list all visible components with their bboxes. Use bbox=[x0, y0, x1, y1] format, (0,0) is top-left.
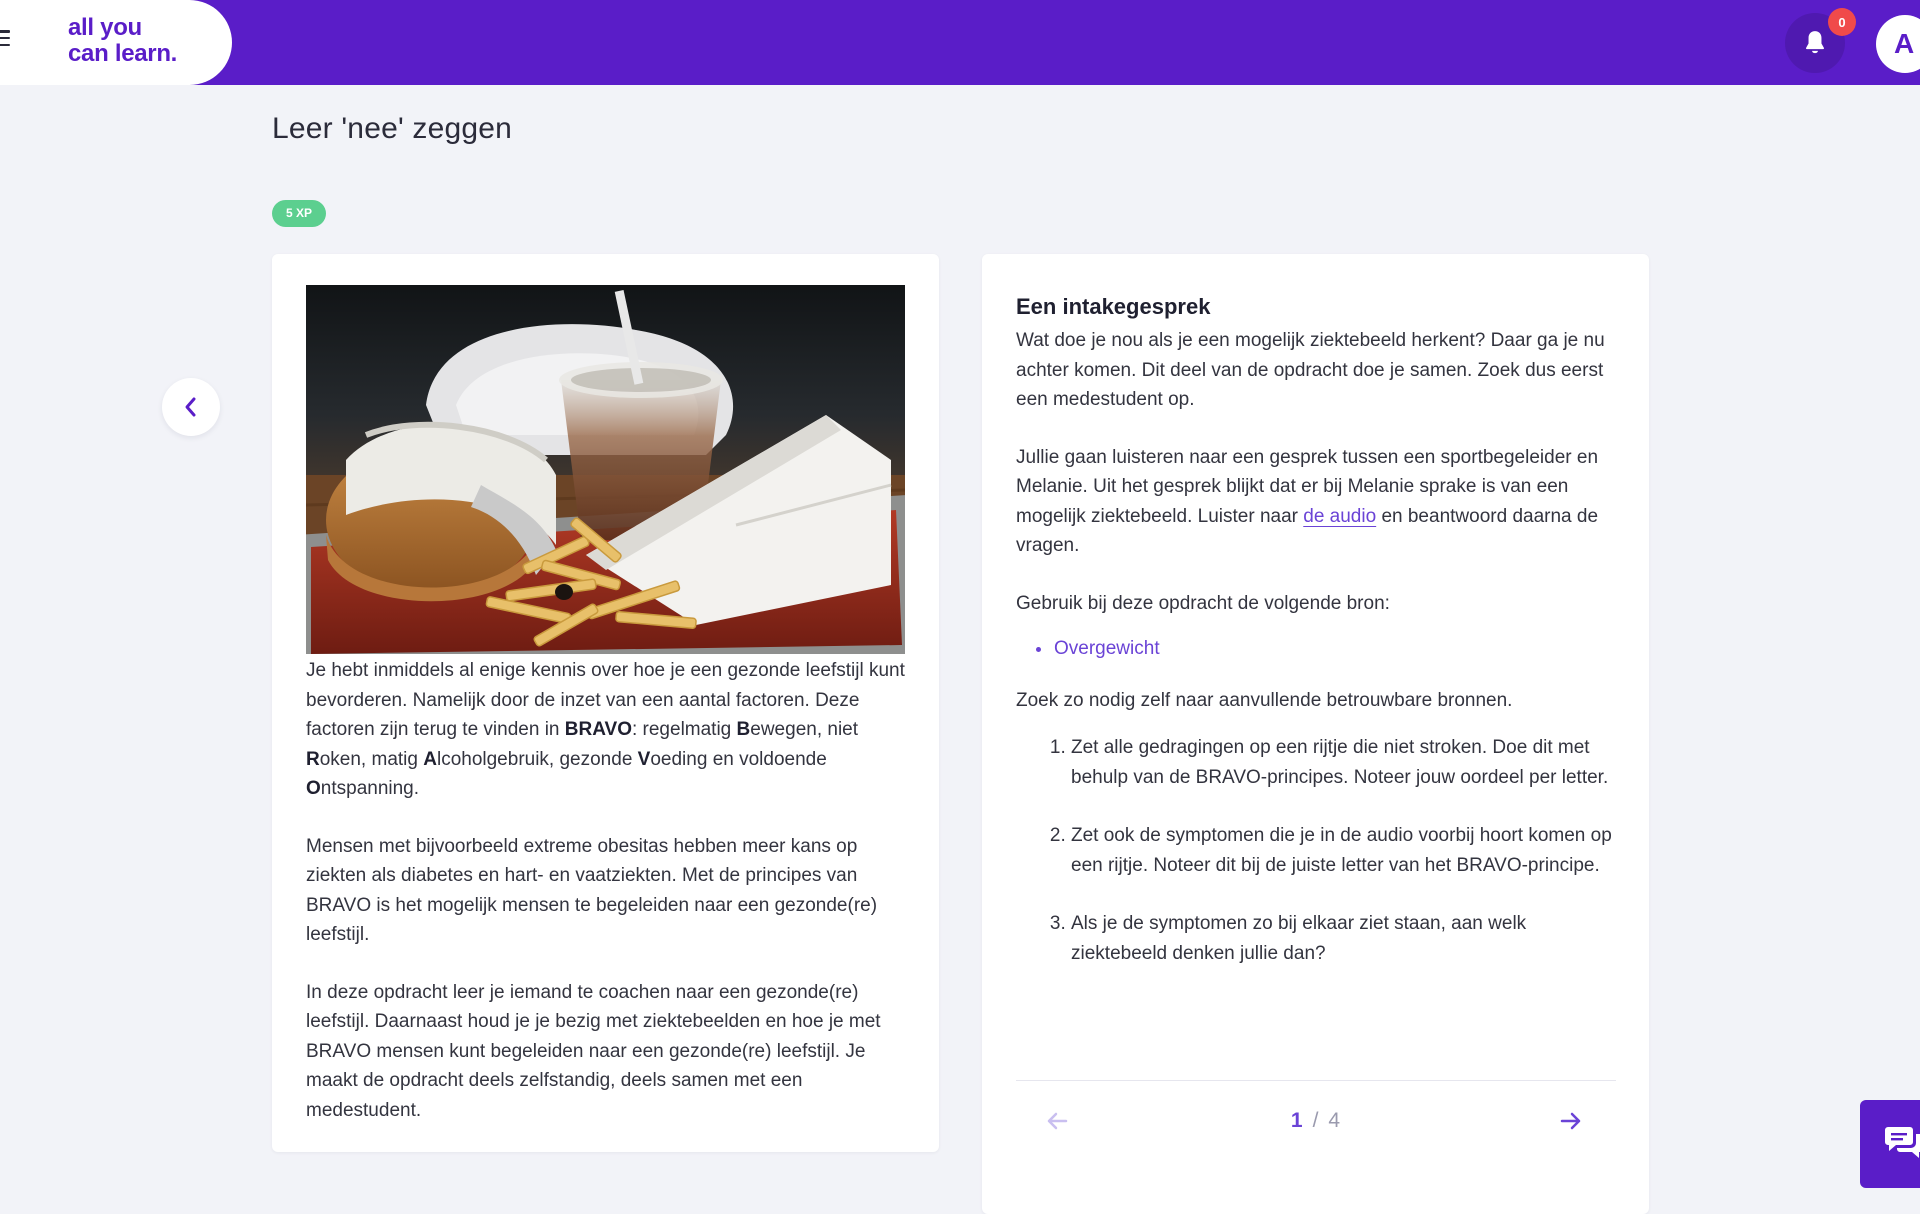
assignment-text-part: Jullie gaan luisteren naar een gesprek tussen een sportbegeleider en Melanie. Uit het gesprek blijkt dat er bij Melanie sprake is van een mogelijk ziektebeeld. Luister naar bbox=[1016, 446, 1599, 527]
arrow-right-icon bbox=[1556, 1106, 1586, 1136]
chat-icon bbox=[1884, 1122, 1920, 1162]
assignment-paragraph-3: Gebruik bij deze opdracht de volgende bron: bbox=[1016, 592, 1390, 614]
intro-text bbox=[306, 656, 911, 1153]
intro-card bbox=[272, 254, 939, 1152]
intro-text-part: lcoholgebruik, gezonde bbox=[436, 748, 638, 770]
chat-button[interactable] bbox=[1860, 1100, 1920, 1188]
assignment-paragraph-4: Zoek zo nodig zelf naar aanvullende betrouwbare bronnen. bbox=[1016, 689, 1513, 711]
pager-divider bbox=[1016, 1080, 1616, 1081]
bravo-letter-r: R bbox=[306, 748, 320, 770]
intro-text-part: oeding en voldoende bbox=[650, 748, 827, 770]
chevron-left-icon bbox=[182, 396, 200, 418]
assignment-title: Een intakegesprek bbox=[1016, 294, 1211, 319]
source-list bbox=[1054, 634, 1616, 664]
xp-badge: 5 XP bbox=[272, 200, 326, 227]
assignment-card bbox=[982, 254, 1649, 1214]
bell-icon bbox=[1802, 29, 1828, 57]
audio-link[interactable]: de audio bbox=[1303, 505, 1377, 527]
notification-count-badge: 0 bbox=[1828, 8, 1856, 36]
logo-line-1: all you bbox=[68, 14, 142, 41]
logo[interactable] bbox=[68, 15, 177, 67]
question-item: 2. Zet ook de symptomen die je in de audio voorbij hoort komen op een rijtje. Noteer dit bij de juiste letter van het BRAVO-principe. bbox=[1071, 821, 1616, 880]
pager-current: 1 bbox=[1290, 1109, 1303, 1132]
assignment-paragraph-2 bbox=[1016, 443, 1616, 561]
bravo-letter-a: A bbox=[423, 748, 437, 770]
intro-text-part: ntspanning. bbox=[320, 778, 420, 799]
bravo-acronym: BRAVO bbox=[564, 719, 632, 740]
logo-container bbox=[0, 0, 232, 85]
intro-text-part: Je hebt inmiddels al enige kennis over hoe je een gezonde leefstijl kunt bevorderen. Namelijk door de inzet van een aantal factoren. Deze factoren zijn terug te vinden in bbox=[306, 660, 905, 740]
question-item: 3. Als je de symptomen zo bij elkaar ziet staan, aan welk ziektebeeld denken jullie dan? bbox=[1071, 909, 1616, 968]
intro-text-part: : regelmatig bbox=[631, 719, 737, 740]
user-avatar[interactable]: A bbox=[1876, 15, 1920, 73]
previous-lesson-button[interactable] bbox=[162, 378, 220, 436]
bravo-letter-o: O bbox=[306, 778, 321, 799]
pager-separator: / bbox=[1312, 1109, 1319, 1132]
menu-icon[interactable] bbox=[0, 30, 10, 46]
pager-total: 4 bbox=[1328, 1109, 1341, 1132]
intro-text-part: ewegen, niet bbox=[750, 719, 859, 740]
logo-line-2: can learn. bbox=[68, 40, 178, 67]
bravo-letter-b: B bbox=[736, 719, 751, 740]
top-bar bbox=[0, 0, 1920, 85]
assignment-paragraph-1: Wat doe je nou als je een mogelijk ziektebeeld herkent? Daar ga je nu achter komen. Dit deel van de opdracht doe je samen. Zoek dus eerst een medestudent op. bbox=[1016, 330, 1605, 410]
assignment-text-part: en beantwoord daarna de vragen. bbox=[1016, 505, 1599, 556]
page-title: Leer 'nee' zeggen bbox=[272, 112, 513, 145]
intro-paragraph-3: In deze opdracht leer je iemand te coachen naar een gezonde(re) leefstijl. Daarnaast houd je je bezig met ziektebeelden en hoe je met BRAVO mensen kunt begeleiden naar een gezonde(re) leefstijl. Je maakt de opdracht deels zelfstandig, deels samen met een medestudent. bbox=[306, 981, 881, 1121]
intro-text-part: oken, matig bbox=[319, 748, 424, 770]
pager-indicator bbox=[982, 1106, 1649, 1136]
intro-paragraph-2: Mensen met bijvoorbeeld extreme obesitas hebben meer kans op ziekten als diabetes en hart- en vaatziekten. Met de principes van BRAVO is het mogelijk mensen te begeleiden naar een gezonde(re) leefstijl. bbox=[306, 835, 878, 945]
question-list bbox=[1016, 733, 1616, 968]
question-item: 1. Zet alle gedragingen op een rijtje die niet stroken. Doe dit met behulp van de BRAVO-principes. Noteer jouw oordeel per letter. bbox=[1071, 733, 1616, 792]
pager-next-button[interactable] bbox=[1556, 1106, 1586, 1136]
food-photo bbox=[306, 285, 905, 654]
source-link-overgewicht[interactable]: Overgewicht bbox=[1054, 634, 1616, 664]
intro-paragraph-1 bbox=[306, 656, 911, 804]
assignment-content bbox=[1016, 292, 1616, 997]
bravo-letter-v: V bbox=[637, 748, 651, 770]
